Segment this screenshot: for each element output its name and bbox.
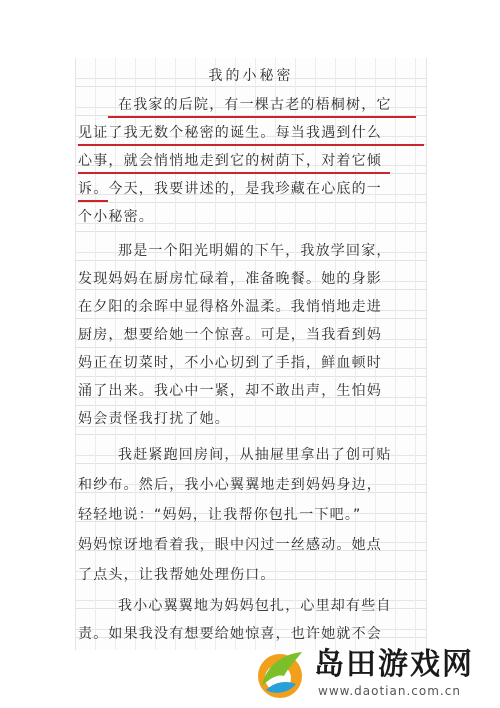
red-underline <box>108 116 416 118</box>
essay-line: 在夕阳的余晖中显得格外温柔。我悄悄地走进 <box>78 299 382 315</box>
essay-line: 我赶紧跑回房间，从抽屉里拿出了创可贴 <box>118 447 392 463</box>
essay-line: 那是一个阳光明媚的下午，我放学回家， <box>118 243 392 259</box>
watermark-name: 岛田游戏网 <box>314 647 474 682</box>
essay-line: 妈正在切菜时，不小心切到了手指，鲜血顿时 <box>78 355 382 371</box>
watermark-url: www.daotian.com.cn <box>318 684 461 698</box>
essay-line: 个小秘密。 <box>78 209 154 225</box>
essay-line: 在我家的后院，有一棵古老的梧桐树，它 <box>118 97 392 113</box>
essay-line: 厨房，想要给她一个惊喜。可是，当我看到妈 <box>78 327 382 343</box>
essay-title: 我的小秘密 <box>208 68 294 84</box>
essay-line: 轻轻地说：“妈妈，让我帮你包扎一下吧。” <box>78 507 362 523</box>
essay-line: 诉。今天，我要讲述的，是我珍藏在心底的一 <box>78 181 382 197</box>
red-underline <box>78 172 390 174</box>
essay-line: 心事，就会悄悄地走到它的树荫下，对着它倾 <box>78 153 382 169</box>
essay-line: 我小心翼翼地为妈妈包扎，心里却有些自 <box>118 598 392 614</box>
essay-line: 见证了我无数个秘密的诞生。每当我遇到什么 <box>78 125 382 141</box>
essay-line: 妈妈惊讶地看着我，眼中闪过一丝感动。她点 <box>78 537 382 553</box>
site-logo-icon <box>252 646 308 702</box>
essay-line: 发现妈妈在厨房忙碌着，准备晚餐。她的身影 <box>78 271 382 287</box>
essay-line: 了点头，让我帮她处理伤口。 <box>78 567 276 583</box>
essay-line: 和纱布。然后，我小心翼翼地走到妈妈身边， <box>78 477 382 493</box>
red-underline <box>78 144 424 146</box>
red-underline <box>78 200 108 202</box>
essay-line: 责。如果我没有想要给她惊喜，也许她就不会 <box>78 626 382 642</box>
essay-line: 妈会责怪我打扰了她。 <box>78 411 230 427</box>
essay-line: 涌了出来。我心中一紧，却不敢出声，生怕妈 <box>78 383 382 399</box>
site-watermark <box>252 646 492 702</box>
